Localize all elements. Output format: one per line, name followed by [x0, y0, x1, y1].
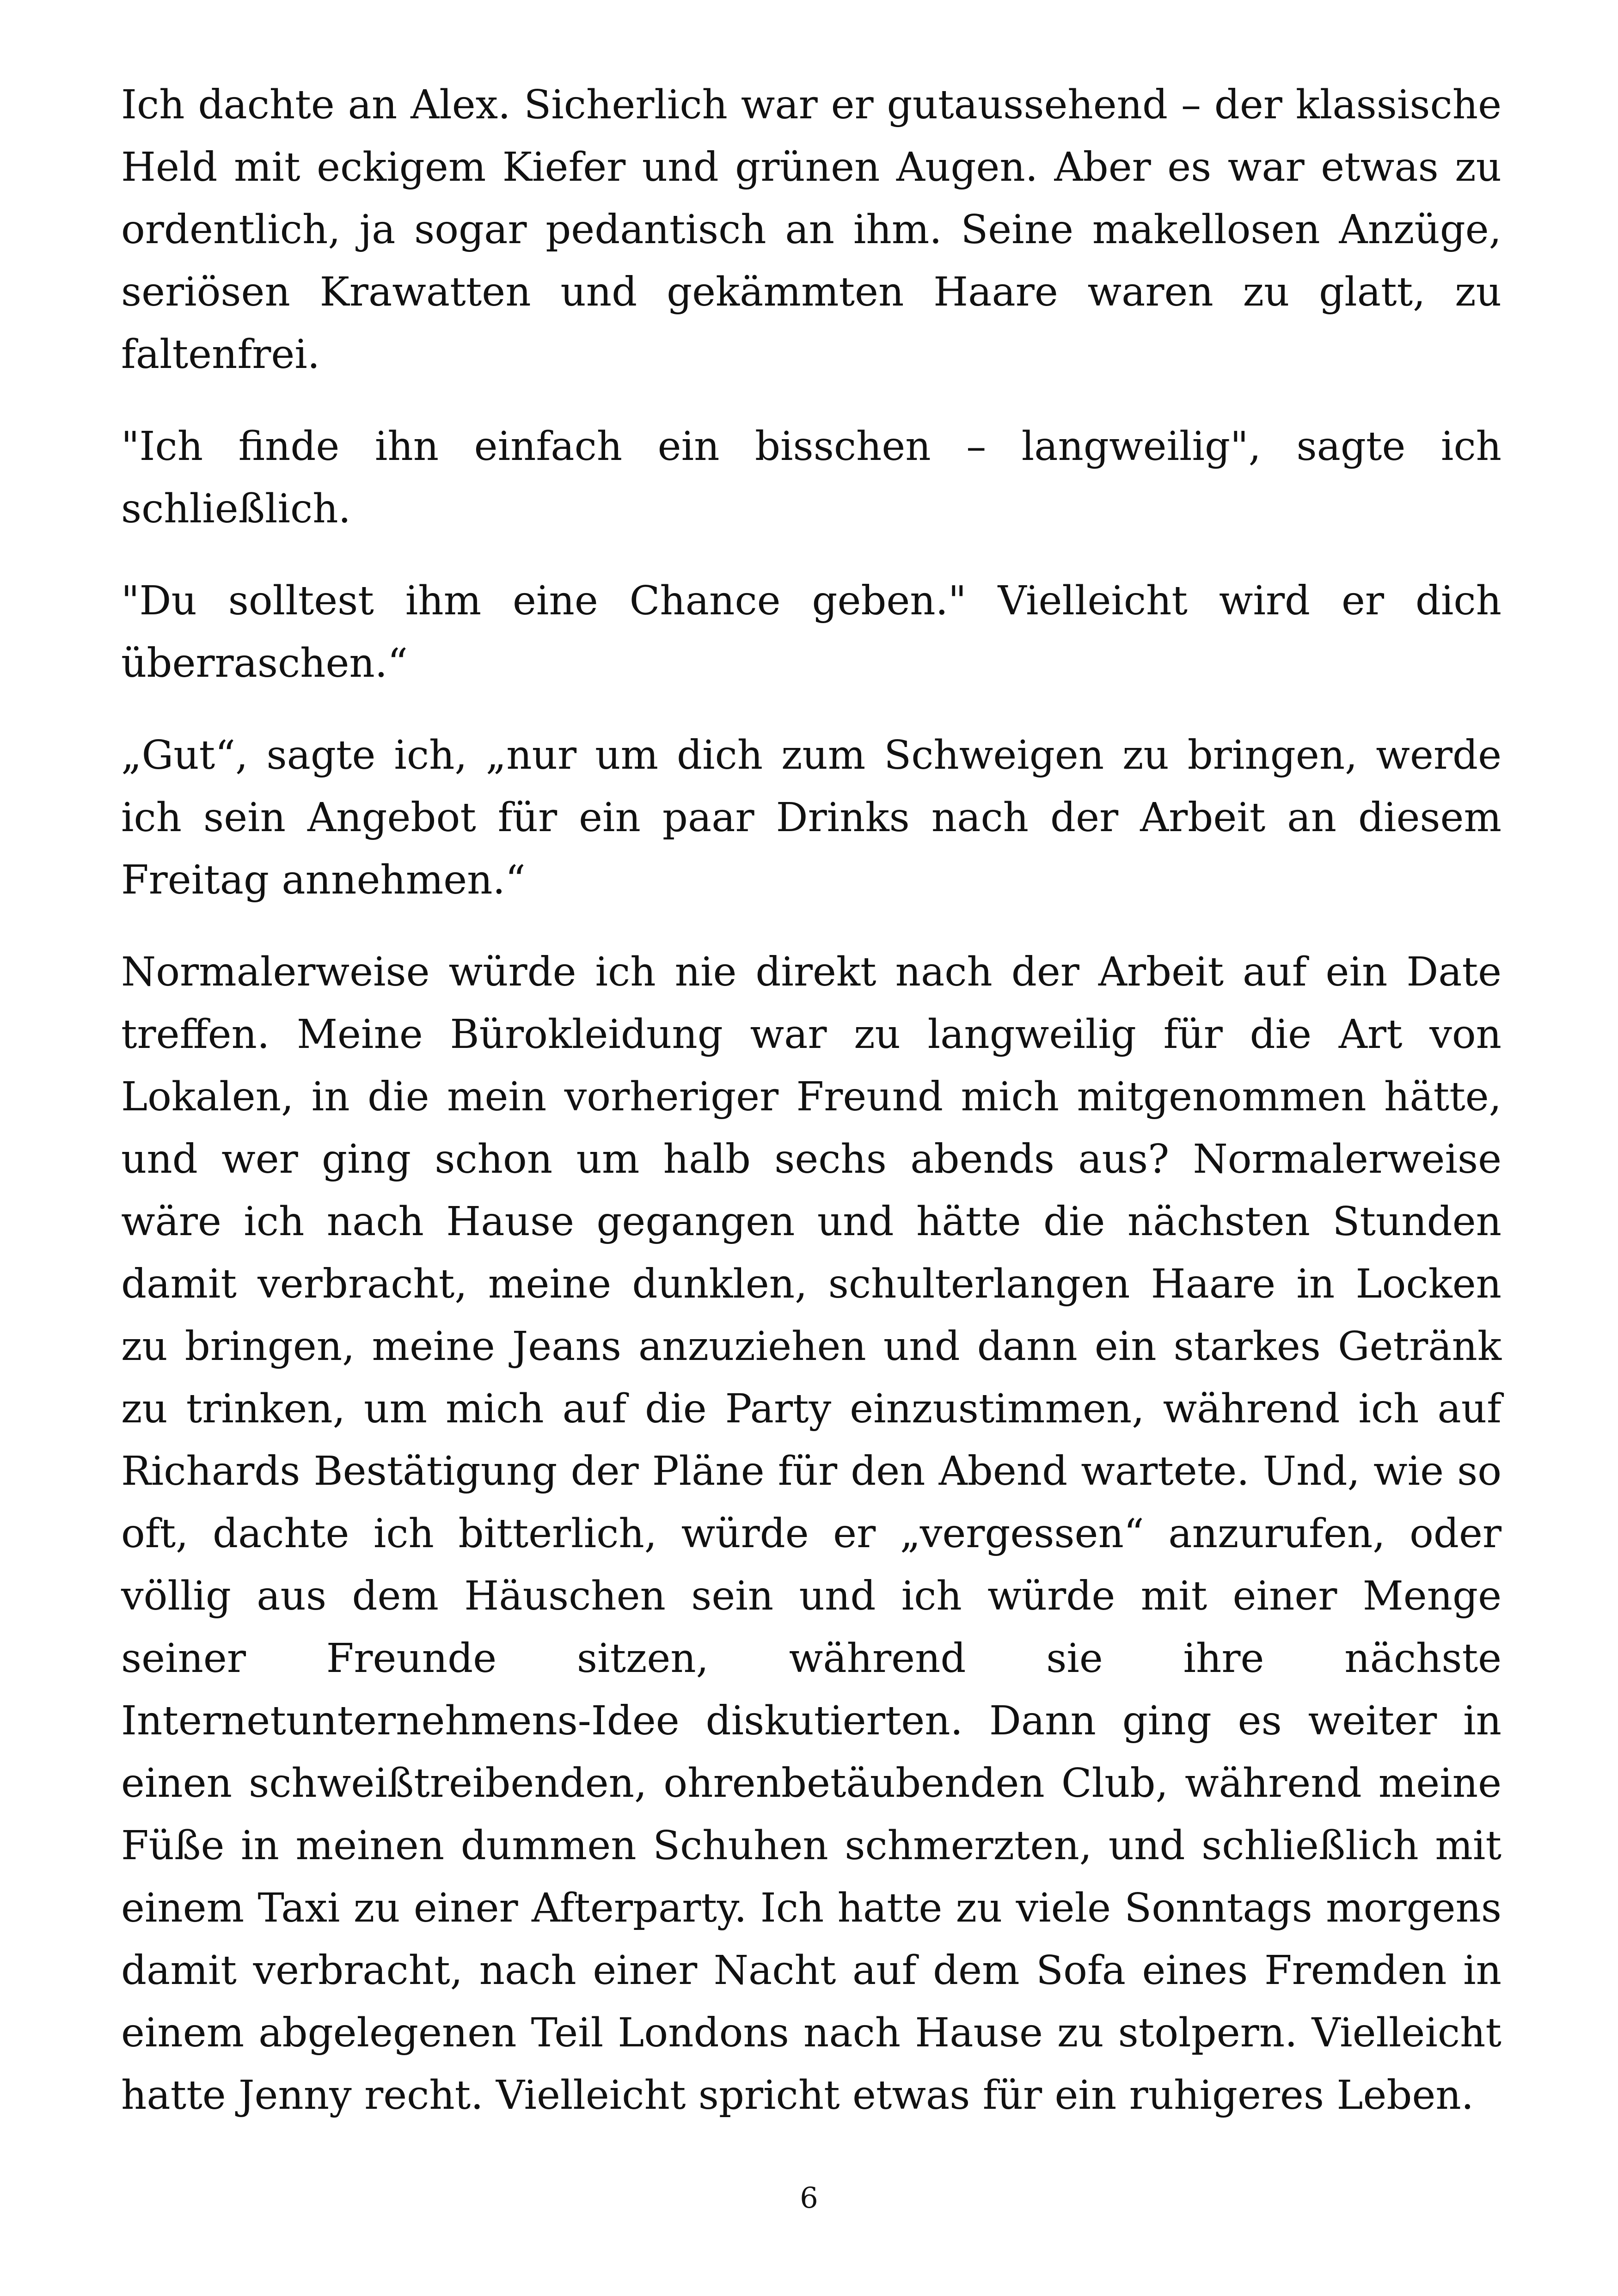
body-text [121, 74, 1502, 2156]
paragraph-alex-description: Ich dachte an Alex. Sicherlich war er gutaussehend – der klassische Held mit eckigem Kiefer und grünen Augen. Aber es war etwas zu ordentlich, ja sogar pedantisch an ihm. Seine makellosen Anzüge, seriösen Krawatten und gekämmten Haare waren zu glatt, zu faltenfrei. [121, 82, 1502, 378]
paragraph-boring-remark: "Ich finde ihn einfach ein bisschen – langweilig", sagte ich schließlich. [121, 423, 1502, 532]
paragraph-usual-friday: Normalerweise würde ich nie direkt nach der Arbeit auf ein Date treffen. Meine Bürokleidung war zu langweilig für die Art von Lokalen, in die mein vorheriger Freund mich mitgenommen hätte, und wer ging schon um halb sechs abends aus? Normalerweise wäre ich nach Hause gegangen und hätte die nächsten Stunden damit verbracht, meine dunklen, schulterlangen Haare in Locken zu bringen, meine Jeans anzuziehen und dann ein starkes Getränk zu trinken, um mich auf die Party einzustimmen, während ich auf Richards Bestätigung der Pläne für den Abend wartete. Und, wie so oft, dachte ich bitterlich, würde er „vergessen“ anzurufen, oder völlig aus dem Häuschen sein und ich würde mit einer Menge seiner Freunde sitzen, während sie ihre nächste Internetunternehmens-Idee diskutierten. Dann ging es weiter in einen schweißtreibenden, ohrenbetäubenden Club, während meine Füße in meinen dummen Schuhen schmerzten, und schließlich mit einem Taxi zu einer Afterparty. Ich hatte zu viele Sonntags morgens damit verbracht, nach einer Nacht auf dem Sofa eines Fremden in einem abgelegenen Teil Londons nach Hause zu stolpern. Vielleicht hatte Jenny recht. Vielleicht spricht etwas für ein ruhigeres Leben. [121, 949, 1502, 2118]
page-number: 6 [800, 2181, 818, 2215]
paragraph-give-chance: "Du solltest ihm eine Chance geben." Vielleicht wird er dich überraschen.“ [121, 578, 1502, 686]
paragraph-accept-offer: „Gut“, sagte ich, „nur um dich zum Schweigen zu bringen, werde ich sein Angebot für ein paar Drinks nach der Arbeit an diesem Freitag annehmen.“ [121, 732, 1502, 903]
